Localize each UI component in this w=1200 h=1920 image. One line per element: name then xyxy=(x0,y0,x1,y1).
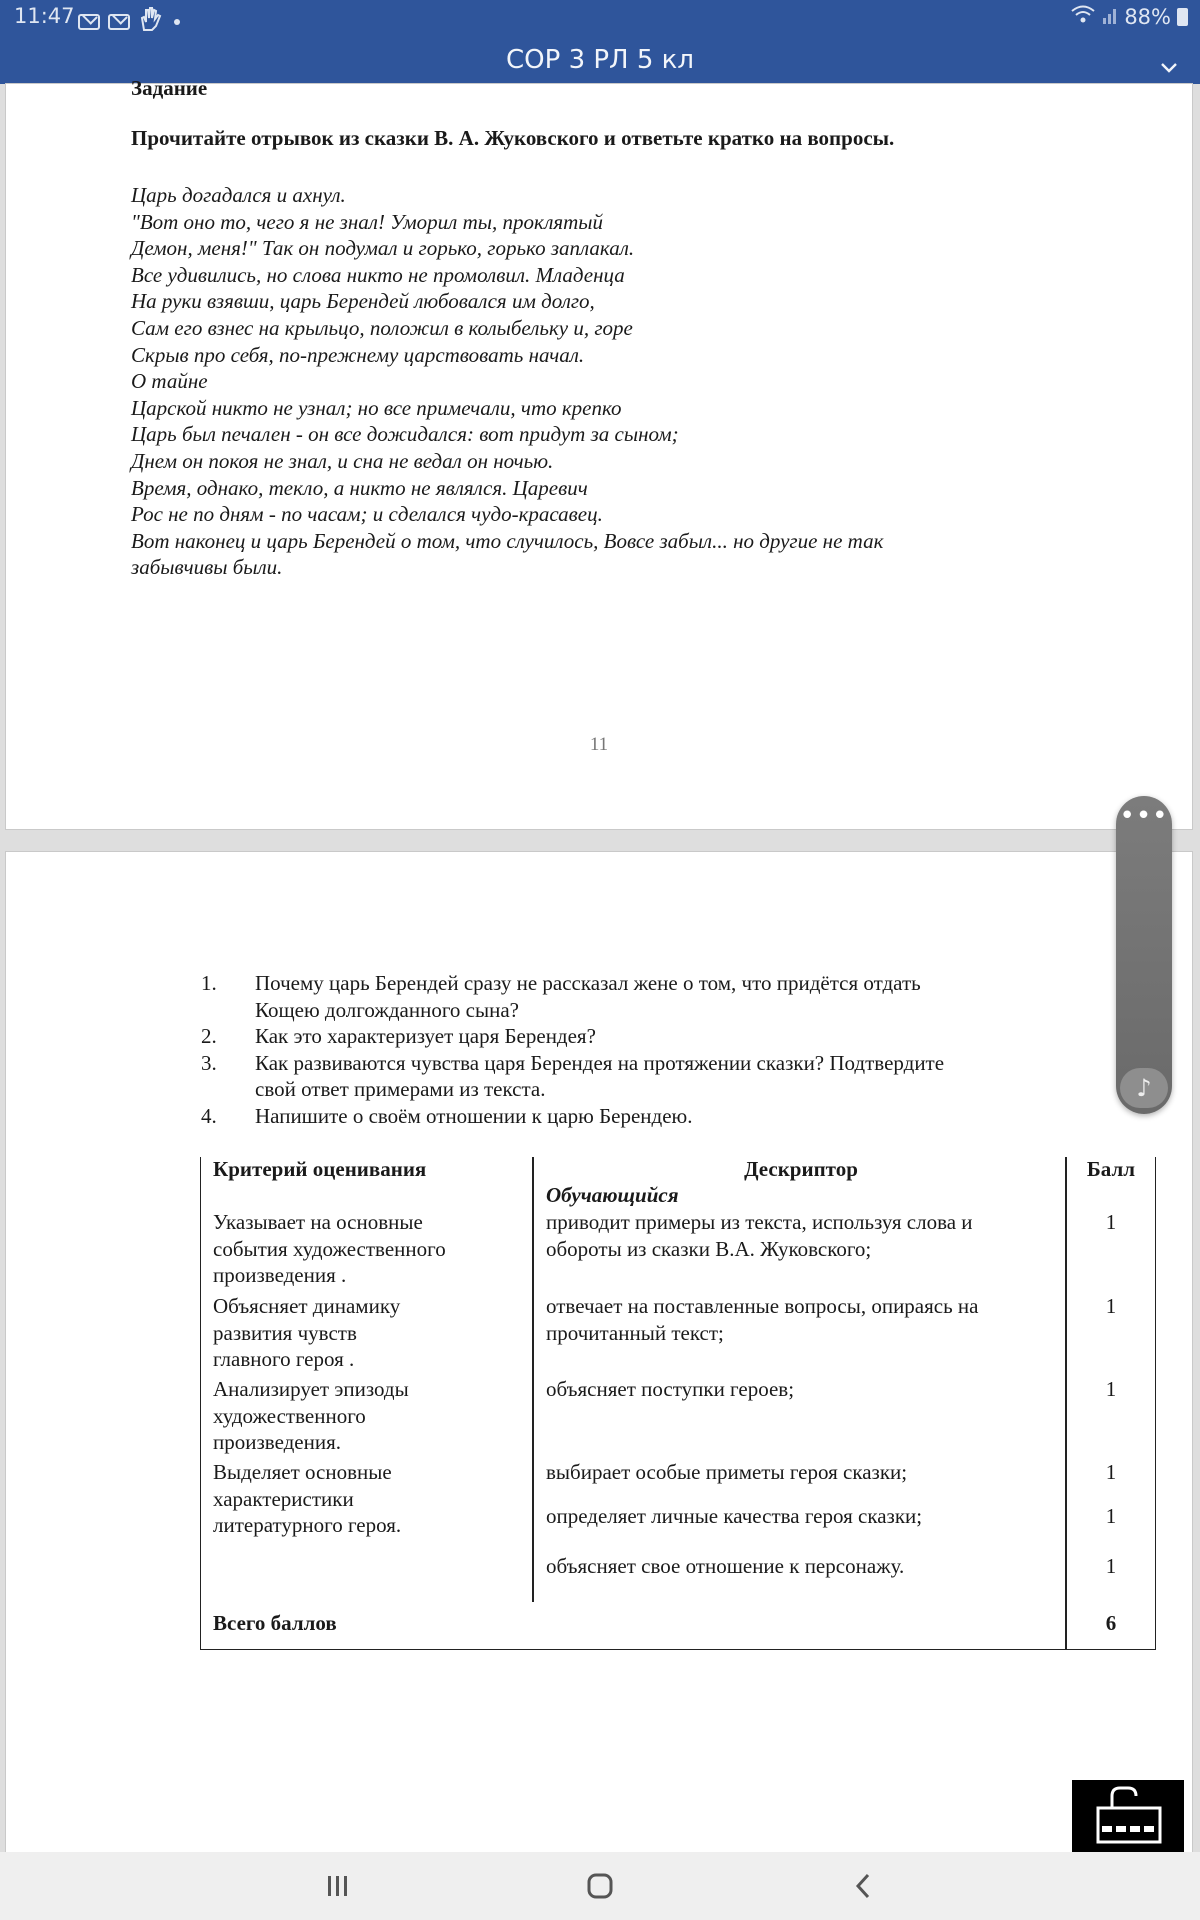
header-criterion: Критерий оценивания xyxy=(213,1157,427,1181)
header-descriptor: Дескриптор xyxy=(744,1157,858,1181)
question-item xyxy=(201,970,1081,1023)
score-cell: 1 xyxy=(1105,1377,1117,1401)
document-title[interactable]: СОР 3 РЛ 5 кл xyxy=(506,45,694,75)
task-instruction: Прочитайте отрывок из сказки В. А. Жуковского и ответьте кратко на вопросы. xyxy=(131,126,895,150)
home-icon[interactable] xyxy=(570,1866,630,1906)
question-item xyxy=(201,1103,1081,1130)
score-cell: 1 xyxy=(1105,1460,1117,1484)
question-number: 3. xyxy=(201,1050,217,1075)
question-number: 4. xyxy=(201,1103,217,1128)
mail-icon xyxy=(78,14,100,30)
score-cell: 1 xyxy=(1105,1294,1117,1318)
criterion-cell: Объясняет динамику развития чувств главного героя . xyxy=(213,1294,401,1372)
question-text: Почему царь Берендей сразу не рассказал жене о том, что придётся отдать xyxy=(255,971,921,995)
chevron-down-icon[interactable] xyxy=(1158,48,1180,70)
poem-line: Царь был печален - он все дожидался: вот придут за сыном; xyxy=(131,422,679,447)
rubric-table xyxy=(200,1157,1156,1650)
poem-line: На руки взявши, царь Берендей любовался им долго, xyxy=(131,289,595,314)
poem-line: Рос не по дням - по часам; и сделался чудо-красавец. xyxy=(131,502,603,527)
keyboard-toggle-button[interactable] xyxy=(1072,1780,1184,1852)
signal-icon xyxy=(1102,5,1118,29)
music-note-icon[interactable]: ♪ xyxy=(1120,1068,1168,1108)
back-icon[interactable] xyxy=(834,1866,894,1906)
document-page-11 xyxy=(6,76,1192,829)
poem-line: Вот наконец и царь Берендей о том, что случилось, Вовсе забыл... но другие не так xyxy=(131,528,884,553)
criterion-cell: Выделяет основные характеристики литературного героя. xyxy=(213,1460,402,1538)
status-time: 11:47 xyxy=(14,4,75,28)
descriptor-cell: определяет личные качества героя сказки; xyxy=(546,1504,923,1528)
question-list xyxy=(201,970,1081,1130)
document-page-12 xyxy=(6,852,1192,1852)
criterion-cell: Указывает на основные события художественного произведения . xyxy=(213,1210,446,1288)
poem-excerpt xyxy=(131,182,1031,581)
question-text: Как это характеризует царя Берендея? xyxy=(255,1024,596,1049)
poem-line: О тайне xyxy=(131,369,208,394)
descriptor-cell: выбирает особые приметы героя сказки; xyxy=(546,1460,908,1484)
poem-line: Сам его взнес на крыльцо, положил в колыбельку и, горе xyxy=(131,315,633,340)
hand-icon xyxy=(138,6,162,37)
more-dots-icon[interactable]: ••• xyxy=(1119,801,1169,831)
total-score: 6 xyxy=(1105,1611,1117,1635)
question-text: Напишите о своём отношении к царю Берендею. xyxy=(255,1103,693,1128)
poem-line: Демон, меня!" Так он подумал и горько, горько заплакал. xyxy=(131,236,635,261)
descriptor-cell: приводит примеры из текста, используя слова и обороты из сказки В.А. Жуковского; xyxy=(546,1210,973,1261)
wifi-icon xyxy=(1070,4,1096,29)
recent-apps-icon[interactable] xyxy=(308,1866,368,1906)
task-heading: Задание xyxy=(131,76,208,100)
question-item xyxy=(201,1050,1081,1103)
poem-line: Царь догадался и ахнул. xyxy=(131,183,346,207)
total-label: Всего баллов xyxy=(213,1611,337,1635)
question-item xyxy=(201,1023,1081,1050)
battery-icon xyxy=(1177,8,1188,26)
question-text: Как развиваются чувства царя Берендея на протяжении сказки? Подтвердите xyxy=(255,1050,945,1075)
descriptor-cell: объясняет поступки героев; xyxy=(546,1377,795,1401)
page-number: 11 xyxy=(589,734,609,755)
descriptor-subheader: Обучающийся xyxy=(546,1183,679,1207)
score-cell: 1 xyxy=(1105,1504,1117,1528)
dot-icon xyxy=(174,19,180,25)
poem-line: Время, однако, текло, а никто не являлся. Царевич xyxy=(131,475,588,500)
mail-icon xyxy=(108,14,130,30)
fast-scroll-widget[interactable] xyxy=(1116,796,1172,1114)
score-cell: 1 xyxy=(1105,1210,1117,1234)
score-cell: 1 xyxy=(1105,1554,1117,1578)
descriptor-cell: отвечает на поставленные вопросы, опираясь на прочитанный текст; xyxy=(546,1294,979,1345)
criterion-cell: Анализирует эпизоды художественного произведения. xyxy=(213,1377,409,1455)
poem-line: забывчивы были. xyxy=(131,555,283,580)
poem-line: Царской никто не узнал; но все примечали, что крепко xyxy=(131,395,622,420)
question-number: 1. xyxy=(201,971,217,995)
status-bar xyxy=(0,0,1200,38)
battery-percent: 88% xyxy=(1124,4,1171,29)
system-nav-bar xyxy=(0,1852,1200,1920)
descriptor-cell: объясняет свое отношение к персонажу. xyxy=(546,1554,905,1578)
poem-line: Все удивились, но слова никто не промолвил. Младенца xyxy=(131,262,625,287)
poem-line: Днем он покоя не знал, и сна не ведал он ночью. xyxy=(131,448,554,473)
poem-line: "Вот оно то, чего я не знал! Уморил ты, проклятый xyxy=(131,209,604,234)
question-text: свой ответ примерами из текста. xyxy=(255,1077,546,1102)
question-number: 2. xyxy=(201,1024,217,1049)
header-score: Балл xyxy=(1086,1157,1136,1181)
question-text: Кощею долгожданного сына? xyxy=(255,997,519,1022)
poem-line: Скрыв про себя, по-прежнему царствовать начал. xyxy=(131,342,585,367)
